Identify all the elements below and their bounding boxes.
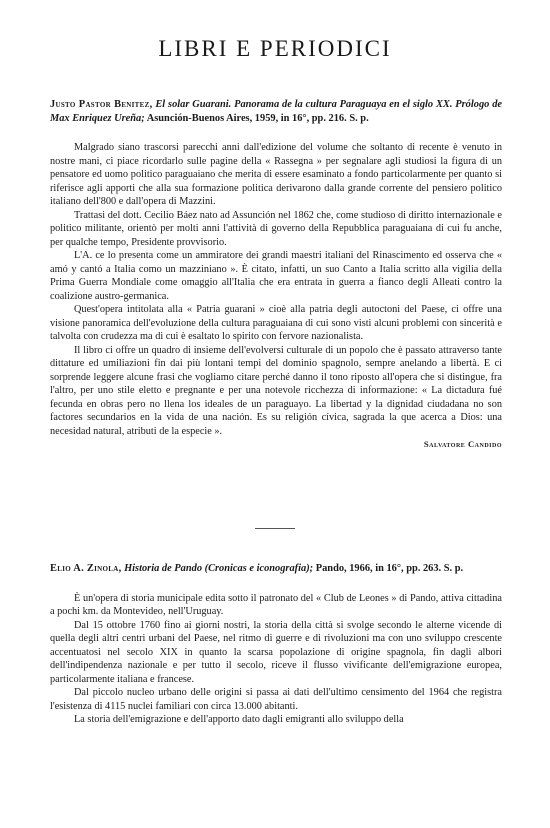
review-2-publication: Pando, 1966, in 16°, pp. 263. S. p. xyxy=(315,563,464,574)
review-2-paragraph: Dal piccolo nucleo urbano delle origini si passa ai dati dell'ultimo censimento del 1964 che registra l'esistenza di 4115 nuclei familiari con circa 13.000 abitanti. xyxy=(50,687,502,712)
review-1-work-title: El solar Guarani. Panorama de la cultura Paraguaya en el siglo XX. Prólogo de Max Enriquez Ureña; xyxy=(50,99,503,124)
review-1-signature: Salvatore Candido xyxy=(423,439,502,449)
review-1 xyxy=(50,98,502,451)
review-1-paragraph: Trattasi del dott. Cecilio Báez nato ad Assunción nel 1862 che, come studioso di diritto internazionale e politico militante, orientò per molti anni l'attività di governo della Repubblica paraguaiana di cui fu anche, per qualche tempo, Presidente provvisorio. xyxy=(50,209,502,248)
review-1-reference xyxy=(50,98,502,125)
review-2-author: Elio A. Zinola, xyxy=(50,563,122,574)
review-2-paragraph: È un'opera di storia municipale edita sotto il patronato del « Club de Leones » di Pando, attiva cittadina a pochi km. da Montevideo, nell'Uruguay. xyxy=(50,592,502,617)
review-2-paragraph: Dal 15 ottobre 1760 fino ai giorni nostri, la storia della città si svolge secondo le alterne vicende di quella degli altri centri urbani del Paese, nel ritmo di guerre e di rivoluzioni ma con uno sviluppo crescente accentuatosi nel secolo XIX in quanto la scarsa popolazione di origine spagnola, fin dagli albori dell'indipendenza nazionale e per tutto il secolo, riceve il flusso vivificante dell'emigrazione europea, particolarmente italiana e francese. xyxy=(50,619,502,685)
review-1-paragraph: Malgrado siano trascorsi parecchi anni dall'edizione del volume che soltanto di recente è venuto in nostre mani, ci piace ricordarlo sulle pagine della « Rassegna » per segnalare agli studiosi la figura di un pensatore ed uomo politico paraguaiano che merita di essere esaminato a fondo particolarmente per quanto si riferisce agli apporti che alla sua formazione politica derivarono dalla grande corrente del pensiero politico italiano dell'800 e dall'opera di Mazzini. xyxy=(50,142,502,207)
review-1-paragraph: Quest'opera intitolata alla « Patria guarani » cioè alla patria degli autoctoni del Paese, ci offre una visione panoramica dell'evoluzione della cultura paraguaiana di cui sono visti alcuni problemi con sincerità e talvolta con crudezza ma di cui è esaltato lo spirito con fervore nazionalista. xyxy=(50,304,502,342)
review-1-publication: Asunción-Buenos Aires, 1959, in 16°, pp. 216. S. p. xyxy=(146,112,369,124)
review-1-author: Justo Pastor Benitez, xyxy=(50,99,153,110)
review-1-paragraph: L'A. ce lo presenta come un ammiratore dei grandi maestri italiani del Rinascimento ed osserva che « amó y cantó a Italia como un mazziniano ». È citato, infatti, un suo Canto a Italia scritto alla vigilia della Prima Guerra Mondiale come omaggio all'Italia che era entrata in guerra a fianco degli Alleati contro la coalizione austro-germanica. xyxy=(50,250,502,302)
review-2-work-title: Historia de Pando (Cronicas e iconografia); xyxy=(124,563,314,574)
page-title: LIBRI E PERIODICI xyxy=(158,36,392,61)
review-2-body xyxy=(50,592,502,727)
review-1-body xyxy=(50,141,502,438)
review-1-paragraph: Il libro ci offre un quadro di insieme dell'evolversi culturale di un popolo che è passato attraverso tante dittature ed umiliazioni fin dai più lontani tempi del dominio spagnolo, sempre anelando a libertà. E ci sorprende leggere alcune frasi che vogliamo citare perché danno il tono riposto all'opera che si distingue, fra l'altro, per uno stile eletto e pregnante e per una notevole ricchezza di informazione: « La dictadura fué fecunda en obras pero no llena los ideales de un paraguayo. La libertad y la dignidad ciudadana no son factores secundarios en la vida de una nación. Es su religión cívica, sagrada la que acerca a Dios: una necesidad natural, atributi de la especie ». xyxy=(50,344,502,437)
section-divider xyxy=(255,528,295,529)
review-2-paragraph: La storia dell'emigrazione e dell'apporto dato dagli emigranti allo sviluppo della xyxy=(74,714,404,725)
review-2-reference xyxy=(50,562,502,576)
review-2 xyxy=(50,562,502,727)
